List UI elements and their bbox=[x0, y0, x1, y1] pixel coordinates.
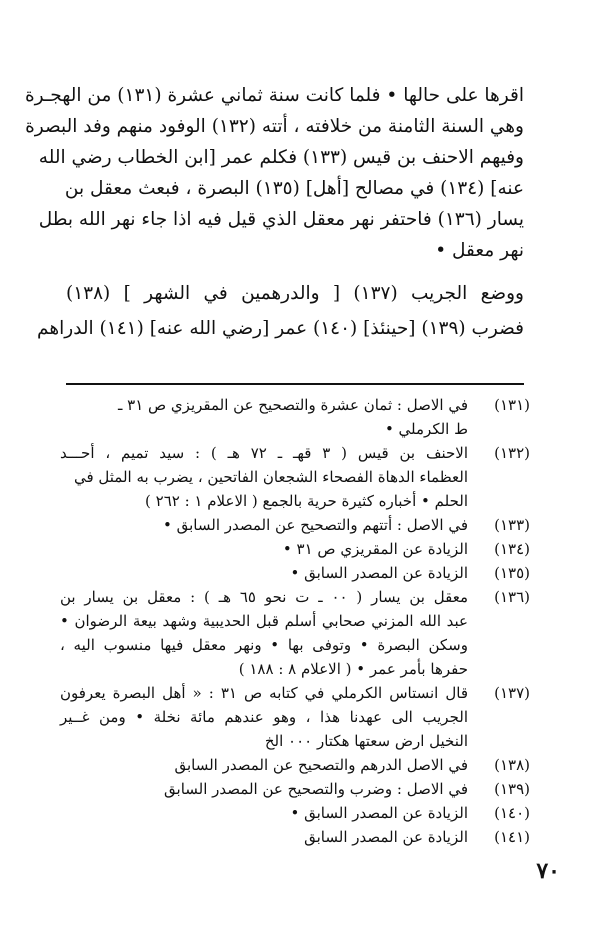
footnote-text bbox=[60, 753, 468, 777]
footnote-text bbox=[60, 777, 468, 801]
text-line: فضرب (١٣٩) [حينئذ] (١٤٠) عمر [رضي الله عنه] (١٤١) الدراهم bbox=[37, 318, 524, 339]
text-line: ووضع الجريب (١٣٧) [ والدرهمين في الشهر ] (١٣٨) bbox=[66, 283, 524, 304]
footnote-number: (١٣٤) bbox=[494, 540, 530, 558]
footnote bbox=[60, 513, 530, 537]
footnote-text bbox=[60, 801, 468, 825]
footnote-line: معقل بن يسار ( ٠٠ ـ ت نحو ٦٥ هـ ) : معقل بن يسار بن bbox=[60, 588, 468, 606]
footnote-line: في الاصل : أتتهم والتصحيح عن المصدر السابق • bbox=[163, 516, 468, 534]
footnote-number: (١٣١) bbox=[494, 396, 530, 414]
text-line: يسار (١٣٦) فاحتفر نهر معقل الذي قيل فيه اذا جاء نهر الله بطل bbox=[38, 209, 524, 230]
footnote-text bbox=[60, 441, 468, 513]
footnote-line: الحلم • أخباره كثيرة حرية بالجمع ( الاعلام ١ : ٢٦٢ ) bbox=[145, 492, 468, 510]
footnote-text bbox=[60, 561, 468, 585]
text-line: وفيهم الاحنف بن قيس (١٣٣) فكلم عمر [ابن الخطاب رضي الله bbox=[38, 147, 524, 168]
footnote-line: في الاصل : ثمان عشرة والتصحيح عن المقريزي ص ٣١ ـ bbox=[117, 396, 468, 414]
footnote bbox=[60, 825, 530, 849]
text-line: اقرها على حالها • فلما كانت سنة ثماني عشرة (١٣١) من الهجـرة bbox=[24, 85, 524, 106]
footnote-separator bbox=[66, 383, 524, 385]
footnote-line: حفرها بأمر عمر • ( الاعلام ٨ : ١٨٨ ) bbox=[238, 660, 468, 678]
footnote bbox=[60, 585, 530, 681]
footnote bbox=[60, 537, 530, 561]
page-number: ٧٠ bbox=[536, 858, 560, 884]
footnote bbox=[60, 393, 530, 441]
footnote bbox=[60, 561, 530, 585]
footnote-number: (١٣٧) bbox=[494, 684, 530, 702]
main-text bbox=[24, 80, 524, 346]
footnote-number: (١٤١) bbox=[494, 828, 530, 846]
footnote-line: قال انستاس الكرملي في كتابه ص ٣١ : « أهل البصرة يعرفون bbox=[60, 684, 468, 702]
footnote-number: (١٣٣) bbox=[494, 516, 530, 534]
footnote-line: الزيادة عن المصدر السابق • bbox=[290, 564, 468, 582]
footnote-line: العظماء الدهاة الفصحاء الشجعان الفاتحين ، يضرب به المثل في bbox=[73, 468, 468, 486]
footnote bbox=[60, 681, 530, 753]
footnote-line: في الاصل الدرهم والتصحيح عن المصدر السابق bbox=[174, 756, 468, 774]
footnote-number: (١٣٦) bbox=[494, 588, 530, 606]
footnote-text bbox=[60, 513, 468, 537]
footnote bbox=[60, 801, 530, 825]
footnote-line: النخيل ارض سعتها هكتار ٠٠٠ الخ bbox=[264, 732, 468, 750]
paragraph-2 bbox=[37, 276, 524, 346]
footnote-line: في الاصل : وضرب والتصحيح عن المصدر السابق bbox=[164, 780, 468, 798]
footnote-text bbox=[60, 393, 468, 441]
footnote bbox=[60, 441, 530, 513]
footnote-number: (١٣٨) bbox=[494, 756, 530, 774]
footnote-line: الاحنف بن قيس ( ٣ قهـ ـ ٧٢ هـ ) : سيد تميم ، أحـــد bbox=[60, 444, 468, 462]
footnote-line: الزيادة عن المقريزي ص ٣١ • bbox=[282, 540, 468, 558]
footnotes bbox=[60, 393, 530, 849]
footnote-text bbox=[60, 825, 468, 849]
footnote-line: وسكن البصرة • وتوفى بها • ونهر معقل فيها منسوب اليه ، bbox=[60, 636, 468, 654]
footnote-text bbox=[60, 681, 468, 753]
footnote-line: الزيادة عن المصدر السابق • bbox=[290, 804, 468, 822]
footnote-number: (١٣٩) bbox=[494, 780, 530, 798]
footnote-number: (١٤٠) bbox=[494, 804, 530, 822]
footnote bbox=[60, 753, 530, 777]
footnote-text bbox=[60, 537, 468, 561]
footnote-number: (١٣٥) bbox=[494, 564, 530, 582]
text-line: نهر معقل • bbox=[435, 240, 524, 261]
text-line: عنه] (١٣٤) في مصالح [أهل] (١٣٥) البصرة ، فبعث معقل بن bbox=[64, 178, 524, 199]
footnote-line: الزيادة عن المصدر السابق bbox=[304, 828, 468, 846]
footnote-text bbox=[60, 585, 468, 681]
footnote-line: الجريب الى عهدنا هذا ، وهو عندهم مائة نخلة • ومن غــير bbox=[60, 708, 468, 726]
footnote bbox=[60, 777, 530, 801]
text-line: وهي السنة الثامنة من خلافته ، أتته (١٣٢) الوفود منهم وفد البصرة bbox=[25, 116, 524, 137]
paragraph-1 bbox=[24, 80, 524, 266]
footnote-line: عبد الله المزني صحابي أسلم قبل الحديبية وشهد بيعة الرضوان • bbox=[60, 612, 468, 630]
footnote-line: ط الكرملي • bbox=[384, 420, 468, 438]
footnote-number: (١٣٢) bbox=[494, 444, 530, 462]
